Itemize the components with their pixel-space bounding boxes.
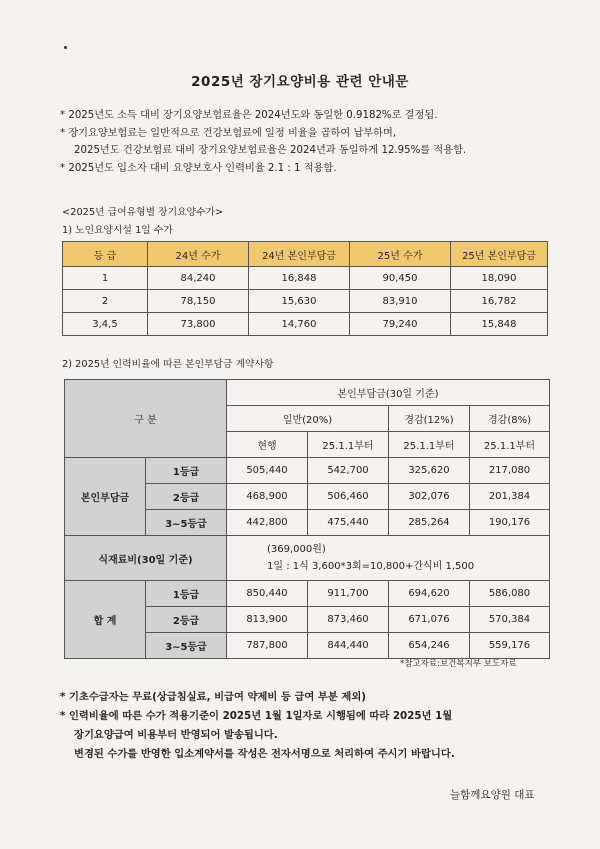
from-header: 25.1.1부터: [308, 432, 389, 458]
note-line: 장기요양급여 비용부터 반영되어 발송됩니다.: [74, 729, 278, 741]
table-row: [65, 581, 550, 607]
note-line: * 장기요양보험료는 일반적으로 건강보험료에 일정 비율을 곱하여 납부하며,: [60, 127, 397, 139]
bottom-notes: [60, 688, 570, 764]
note-line: 2025년도 건강보험료 대비 장기요양보험료율은 2024년과 동일하게 12.95%를 적용함.: [74, 145, 467, 156]
cell: 850,440: [227, 581, 308, 607]
meal-total: (369,000원): [267, 544, 326, 555]
note-line: * 2025년도 입소자 대비 요양보호사 인력비율 2.1 : 1 적용함.: [60, 162, 337, 174]
table-row: [63, 267, 548, 290]
cell: 285,264: [389, 510, 470, 536]
table2-caption: 2) 2025년 인력비율에 따른 본인부담금 계약사항: [62, 359, 274, 370]
copay-label: 본인부담금: [65, 458, 146, 536]
cell: 78,150: [148, 290, 249, 313]
grade-label: 1등급: [146, 458, 227, 484]
col-header: 25년 수가: [350, 242, 451, 267]
cell: 3,4,5: [63, 313, 148, 336]
col-header: 등 급: [63, 242, 148, 267]
meal-cost: [227, 536, 550, 581]
cell: 694,620: [389, 581, 470, 607]
grade-label: 2등급: [146, 484, 227, 510]
cell: 542,700: [308, 458, 389, 484]
table-header-row: [65, 380, 550, 406]
cell: 911,700: [308, 581, 389, 607]
cell: 787,800: [227, 633, 308, 659]
cell: 505,440: [227, 458, 308, 484]
intro-notes: [60, 107, 560, 177]
cell: 16,782: [451, 290, 548, 313]
section-heading: <2025년 급여유형별 장기요양수가>: [62, 207, 224, 218]
cell: 325,620: [389, 458, 470, 484]
facility-fee-table: [62, 241, 548, 336]
cell: 79,240: [350, 313, 451, 336]
meal-row: [65, 536, 550, 581]
cell: 1: [63, 267, 148, 290]
col-header: 24년 본인부담금: [249, 242, 350, 267]
table1-caption: 1) 노인요양시설 1일 수가: [62, 225, 173, 236]
grade-label: 2등급: [146, 607, 227, 633]
grade-label: 3~5등급: [146, 510, 227, 536]
cell: 844,440: [308, 633, 389, 659]
cell: 2: [63, 290, 148, 313]
cell: 73,800: [148, 313, 249, 336]
cell: 873,460: [308, 607, 389, 633]
cell: 15,630: [249, 290, 350, 313]
meal-label: 식재료비(30일 기준): [65, 536, 227, 581]
cell: 442,800: [227, 510, 308, 536]
grade-label: 1등급: [146, 581, 227, 607]
cell: 302,076: [389, 484, 470, 510]
cell: 190,176: [470, 510, 550, 536]
cell: 475,440: [308, 510, 389, 536]
cell: 16,848: [249, 267, 350, 290]
cell: 83,910: [350, 290, 451, 313]
total-label: 합 계: [65, 581, 146, 659]
cell: 201,384: [470, 484, 550, 510]
note-line: * 기초수급자는 무료(상급침실료, 비급여 약제비 등 급여 부분 제외): [60, 691, 367, 703]
cell: 15,848: [451, 313, 548, 336]
source-note: *참고자료:보건복지부 보도자료: [400, 659, 517, 669]
category-header: 구 분: [65, 380, 227, 458]
cell: 217,080: [470, 458, 550, 484]
cell: 654,246: [389, 633, 470, 659]
cell: 18,090: [451, 267, 548, 290]
meal-detail: 1일 : 1식 3,600*3회=10,800+간식비 1,500: [267, 561, 475, 572]
table-row: [65, 458, 550, 484]
table-header-row: [63, 242, 548, 267]
note-line: * 2025년도 소득 대비 장기요양보험료율은 2024년도와 동일한 0.9182%로 결정됨.: [60, 110, 438, 121]
cell: 506,460: [308, 484, 389, 510]
grade-label: 3~5등급: [146, 633, 227, 659]
table-row: [63, 313, 548, 336]
cell: 813,900: [227, 607, 308, 633]
cell: 90,450: [350, 267, 451, 290]
col-header: 24년 수가: [148, 242, 249, 267]
from-header: 25.1.1부터: [389, 432, 470, 458]
general-header: 일반(20%): [227, 406, 389, 432]
speck: [64, 46, 67, 49]
cell: 14,760: [249, 313, 350, 336]
table-row: [63, 290, 548, 313]
note-line: * 인력비율에 따른 수가 적용기준이 2025년 1월 1일자로 시행됨에 따라 2025년 1월: [60, 710, 453, 722]
cell: 570,384: [470, 607, 550, 633]
cell: 671,076: [389, 607, 470, 633]
signature: 늘함께요양원 대표: [450, 789, 535, 801]
cell: 84,240: [148, 267, 249, 290]
note-line: 변경된 수가를 반영한 입소계약서를 작성은 전자서명으로 처리하여 주시기 바랍니다.: [74, 748, 455, 760]
current-header: 현행: [227, 432, 308, 458]
from-header: 25.1.1부터: [470, 432, 550, 458]
reduce8-header: 경감(8%): [470, 406, 550, 432]
copay-contract-table: [64, 379, 550, 659]
cell: 468,900: [227, 484, 308, 510]
main-header: 본인부담금(30일 기준): [227, 380, 550, 406]
cell: 586,080: [470, 581, 550, 607]
reduce12-header: 경감(12%): [389, 406, 470, 432]
page-title: 2025년 장기요양비용 관련 안내문: [191, 74, 409, 90]
cell: 559,176: [470, 633, 550, 659]
col-header: 25년 본인부담금: [451, 242, 548, 267]
